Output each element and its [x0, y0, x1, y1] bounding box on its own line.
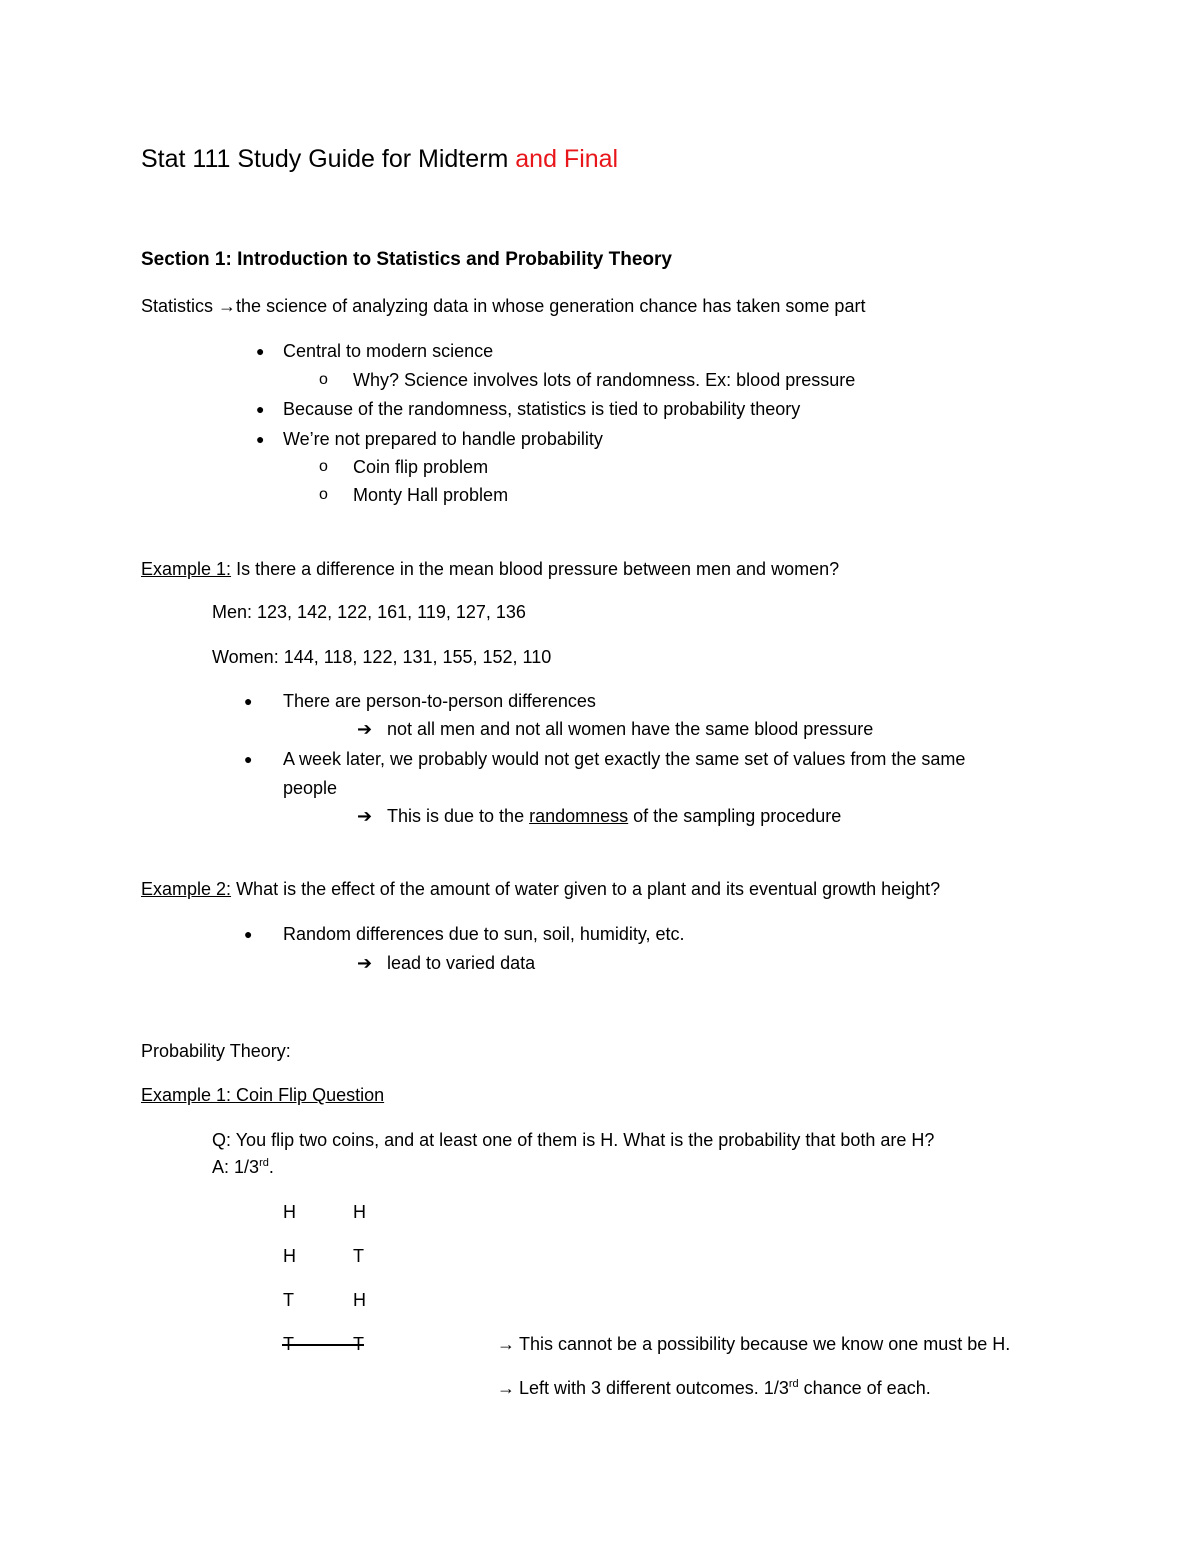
bullet-icon: ●: [256, 401, 265, 417]
circle-bullet-icon: o: [319, 371, 328, 388]
note-sup: rd: [788, 1378, 799, 1390]
arrow-item: [387, 804, 841, 828]
arrow-text-pre: This is due to the: [387, 806, 525, 826]
list-item: Because of the randomness, statistics is tied to probability theory: [283, 399, 801, 419]
outcome-cell: H: [353, 1290, 366, 1310]
outcome-note: [519, 1376, 931, 1400]
circle-bullet-icon: o: [319, 458, 328, 475]
coin-flip-answer: [212, 1155, 274, 1179]
bold-arrow-icon: ➔: [357, 719, 373, 739]
list-item: Random differences due to sun, soil, humidity, etc.: [283, 924, 685, 944]
question-text: What is the effect of the amount of water given to a plant and its eventual growth height?: [236, 879, 941, 899]
arrow-item: not all men and not all women have the same blood pressure: [387, 719, 874, 739]
list-item: Monty Hall problem: [353, 485, 509, 505]
strikethrough-line: [282, 1344, 364, 1346]
bullet-icon: ●: [244, 751, 253, 767]
men-values: Men: 123, 142, 122, 161, 119, 127, 136: [212, 602, 526, 622]
note-pre: Left with 3 different outcomes. 1/3: [519, 1378, 789, 1398]
q-text: You flip two coins, and at least one of them is H. What is the probability that both are H?: [235, 1130, 935, 1150]
note-post: chance of each.: [803, 1378, 931, 1398]
list-item: There are person-to-person differences: [283, 691, 596, 711]
a-label: A:: [212, 1157, 230, 1177]
q-label: Q:: [212, 1130, 232, 1150]
outcome-cell: H: [283, 1246, 296, 1266]
a-sup: rd: [259, 1157, 269, 1169]
page-title: [141, 143, 618, 175]
example-label: Example 2:: [141, 879, 232, 899]
title-accent: and Final: [515, 145, 619, 173]
bullet-icon: ●: [244, 926, 253, 942]
a-value: 1/3: [234, 1157, 260, 1177]
bullet-icon: ●: [256, 343, 265, 359]
outcome-cell: T: [283, 1290, 294, 1310]
circle-bullet-icon: o: [319, 486, 328, 503]
probability-heading: Probability Theory:: [141, 1041, 291, 1061]
statistics-definition: [141, 294, 865, 318]
arrow-item: lead to varied data: [387, 953, 536, 973]
list-item: Central to modern science: [283, 341, 494, 361]
question-text: Is there a difference in the mean blood pressure between men and women?: [236, 559, 840, 579]
right-arrow-icon: →: [497, 1378, 515, 1398]
statistics-term: Statistics: [141, 296, 214, 316]
bullet-icon: ●: [256, 431, 265, 447]
coin-flip-example-label: Example 1: Coin Flip Question: [141, 1085, 385, 1105]
statistics-def-text: the science of analyzing data in whose generation chance has taken some part: [236, 296, 866, 316]
bold-arrow-icon: ➔: [357, 953, 373, 973]
women-values: Women: 144, 118, 122, 131, 155, 152, 110: [212, 647, 552, 667]
outcome-cell: H: [283, 1202, 296, 1222]
example-label: Example 1:: [141, 559, 232, 579]
underlined-term: randomness: [529, 806, 629, 826]
outcome-note: This cannot be a possibility because we know one must be H.: [519, 1334, 1011, 1354]
outcome-cell: T: [353, 1246, 364, 1266]
section-heading: Section 1: Introduction to Statistics and Probability Theory: [141, 249, 672, 270]
list-item: Why? Science involves lots of randomness. Ex: blood pressure: [353, 370, 856, 390]
example-2-question: [141, 877, 940, 901]
example-1-question: [141, 557, 839, 581]
list-item: A week later, we probably would not get exactly the same set of values from the same: [283, 749, 966, 769]
arrow-text-post: of the sampling procedure: [633, 806, 842, 826]
right-arrow-icon: →: [218, 296, 237, 316]
bold-arrow-icon: ➔: [357, 806, 373, 826]
right-arrow-icon: →: [497, 1334, 515, 1354]
coin-flip-question: [212, 1128, 934, 1152]
outcome-cell: H: [353, 1202, 366, 1222]
list-item: Coin flip problem: [353, 457, 489, 477]
list-item: We’re not prepared to handle probability: [283, 429, 603, 449]
list-item-continuation: people: [283, 778, 338, 798]
title-main: Stat 111 Study Guide for Midterm: [141, 145, 509, 173]
a-end: .: [268, 1157, 274, 1177]
bullet-icon: ●: [244, 693, 253, 709]
